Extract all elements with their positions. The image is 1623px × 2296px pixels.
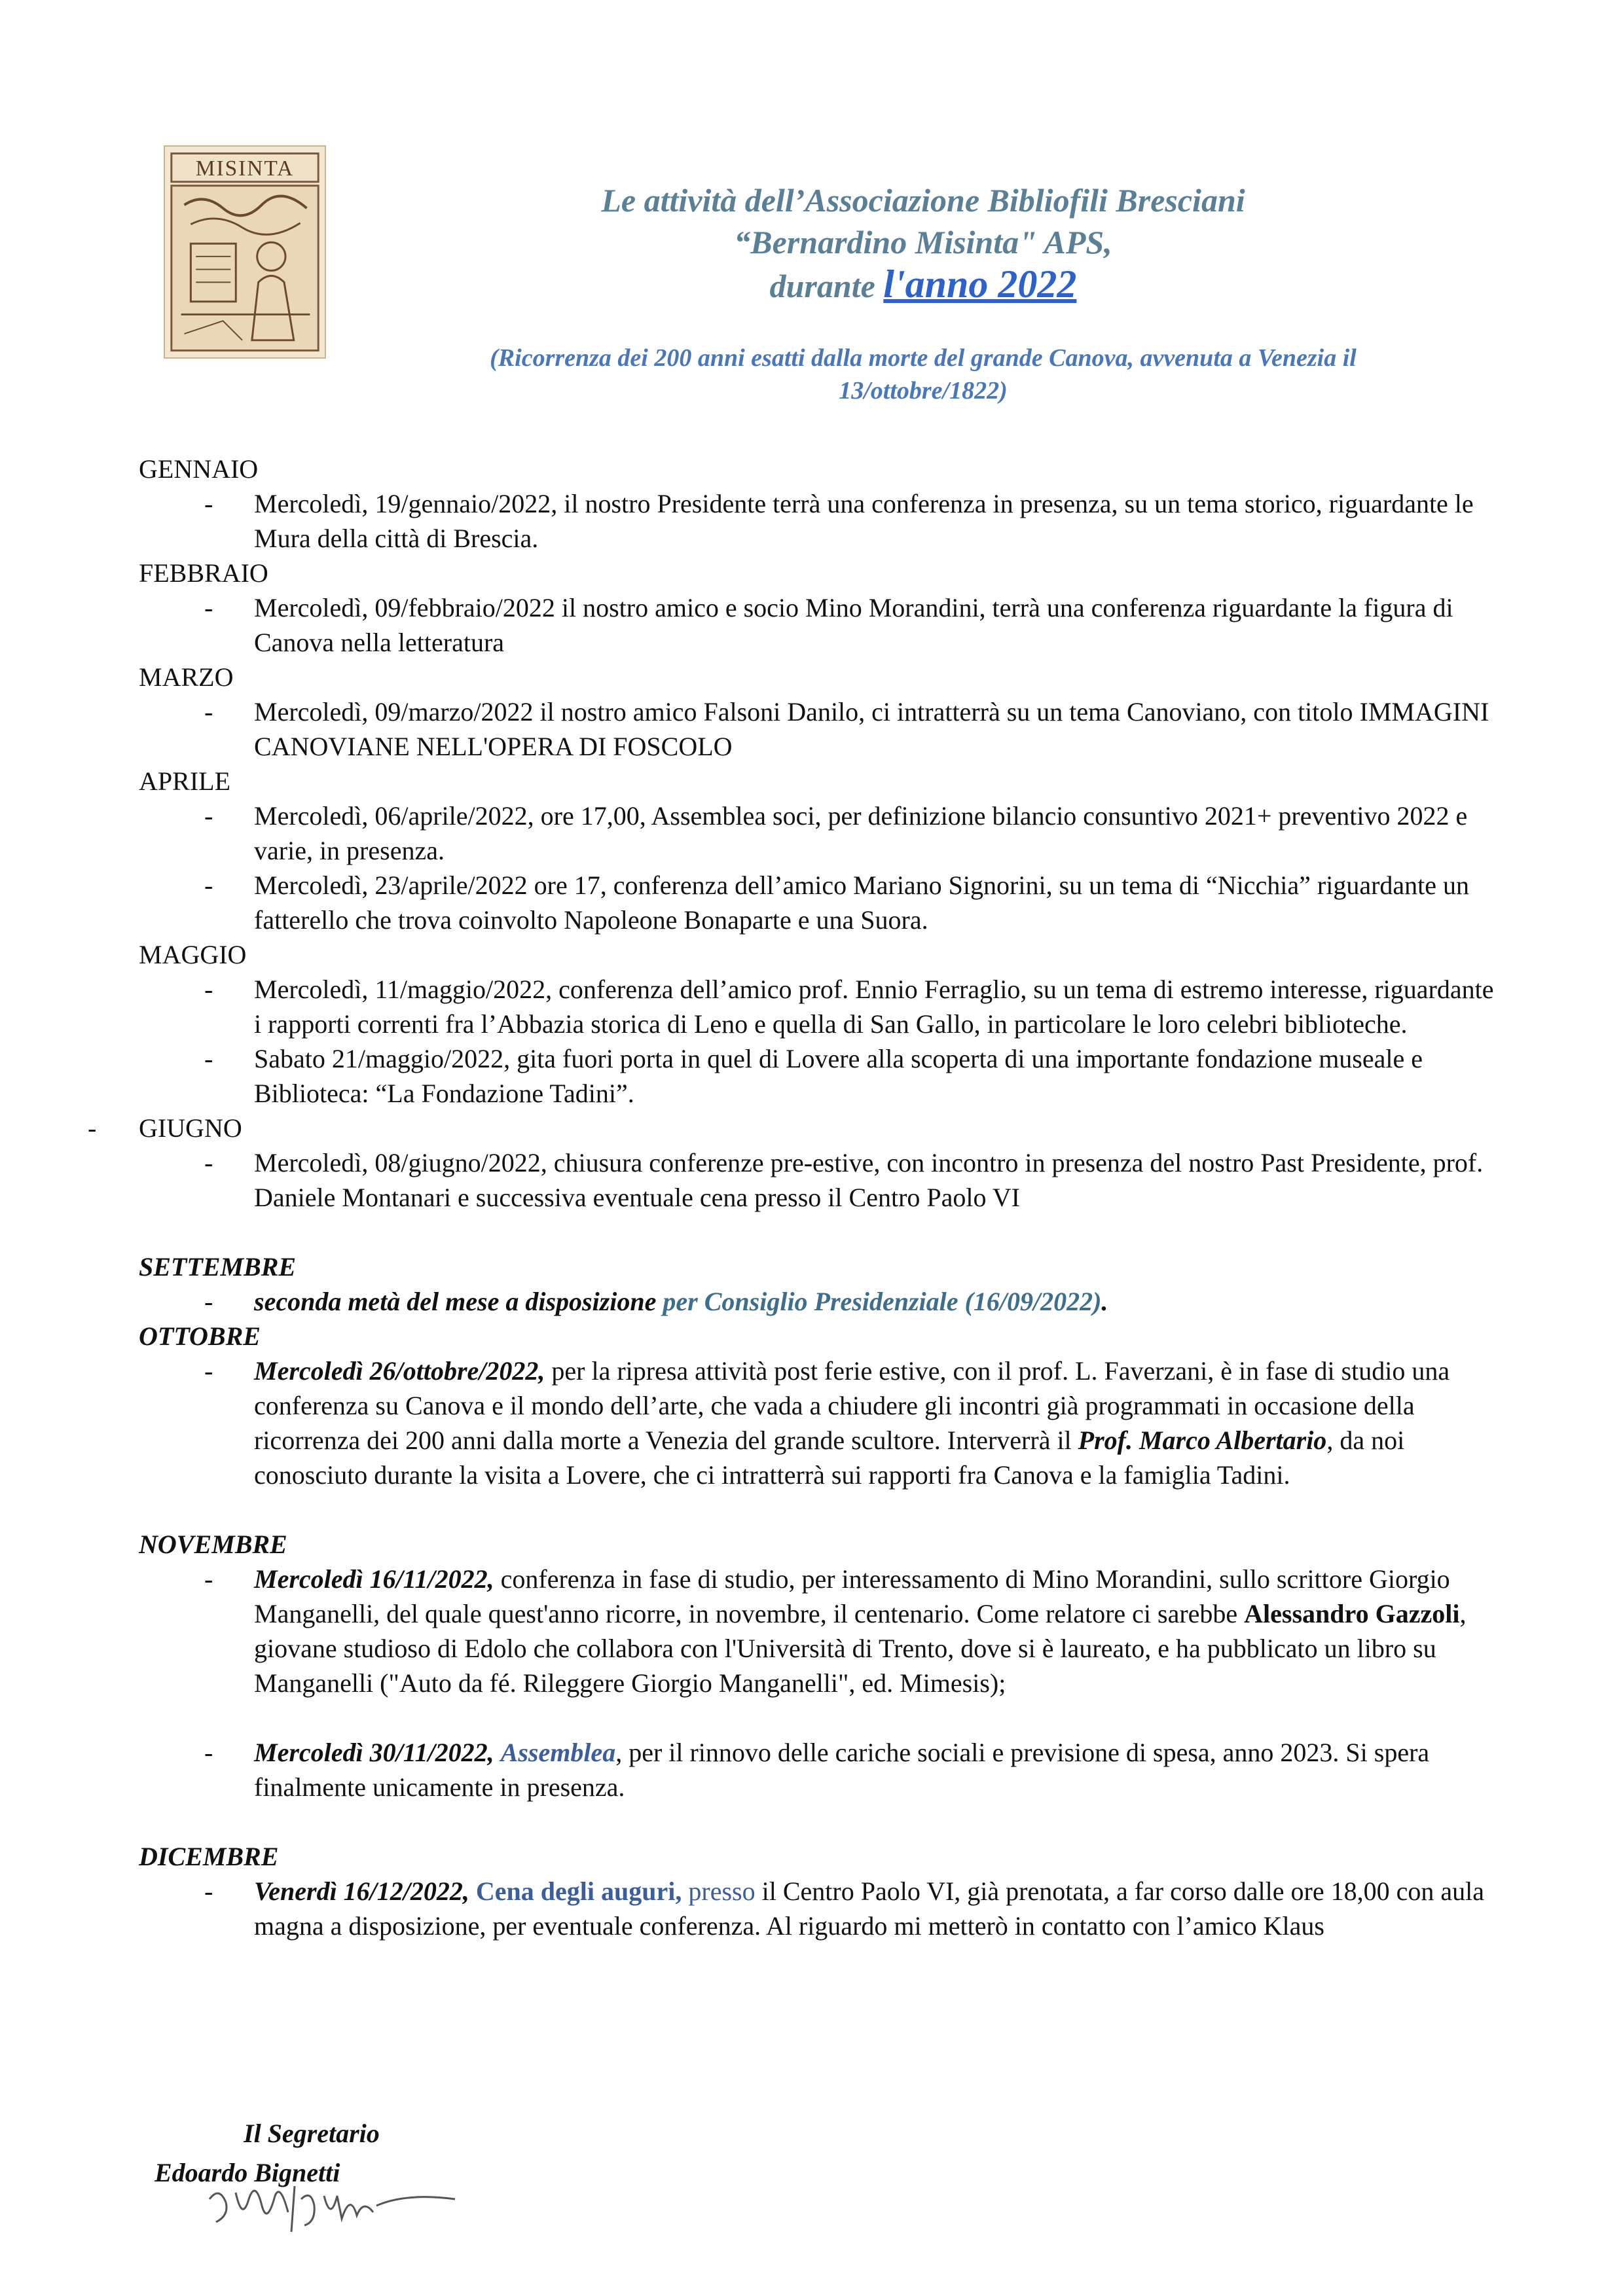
list-item bbox=[139, 486, 1501, 556]
item-text: Mercoledì, 06/aprile/2022, ore 17,00, Assemblea soci, per definizione bilancio consuntivo 2021+ preventivo 2022 e varie, in presenza. bbox=[254, 801, 1468, 865]
list-item bbox=[139, 1145, 1501, 1215]
signature-role: Il Segretario bbox=[244, 2119, 380, 2148]
month-heading-maggio: MAGGIO bbox=[139, 940, 247, 969]
item-speaker: Alessandro Gazzoli bbox=[1244, 1599, 1460, 1628]
list-dash: - bbox=[204, 1148, 213, 1177]
item-text: Mercoledì, 08/giugno/2022, chiusura conferenze pre-estive, con incontro in presenza del nostro Past Presidente, prof. Daniele Montanari e successiva eventuale cena presso il Centro Paolo VI bbox=[254, 1148, 1484, 1212]
month-heading-settembre: SETTEMBRE bbox=[139, 1252, 297, 1282]
header-year: l'anno 2022 bbox=[883, 262, 1077, 306]
item-date: Mercoledì 30/11/2022, bbox=[254, 1738, 494, 1767]
item-text-highlight: per Consiglio Presidenziale (16/09/2022) bbox=[656, 1287, 1102, 1316]
subtitle-line-1: (Ricorrenza dei 200 anni esatti dalla morte del grande Canova, avvenuta a Venezia il bbox=[490, 344, 1357, 372]
list-dash: - bbox=[88, 1113, 97, 1143]
misinta-logo bbox=[164, 145, 326, 359]
item-text: conferenza in fase di studio, per interessamento di Mino Morandini, sullo scrittore Giorgio Manganelli, del quale quest'anno ricorre, in novembre, il centenario. Come relatore ci sarebbe bbox=[254, 1564, 1450, 1628]
document-subtitle bbox=[367, 342, 1480, 407]
item-highlight: Assemblea bbox=[500, 1738, 616, 1767]
list-dash: - bbox=[204, 870, 213, 900]
month-name: GIUGNO bbox=[139, 1113, 242, 1143]
list-dash: - bbox=[204, 1564, 213, 1594]
item-text: Mercoledì, 23/aprile/2022 ore 17, conferenza dell’amico Mariano Signorini, su un tema di “Nicchia” riguardante un fatterello che trova coinvolto Napoleone Bonaparte e una Suora. bbox=[254, 870, 1470, 935]
list-item bbox=[139, 1874, 1501, 1943]
item-text: Mercoledì, 09/febbraio/2022 il nostro amico e socio Mino Morandini, terrà una conferenza riguardante la figura di Canova nella letteratura bbox=[254, 593, 1453, 657]
list-item bbox=[139, 972, 1501, 1041]
item-text: Mercoledì, 19/gennaio/2022, il nostro Presidente terrà una conferenza in presenza, su un tema storico, riguardante le Mura della città di Brescia. bbox=[254, 489, 1474, 553]
list-dash: - bbox=[204, 1876, 213, 1906]
list-dash: - bbox=[204, 489, 213, 518]
list-dash: - bbox=[204, 593, 213, 622]
item-text-emphasis: seconda metà del mese a disposizione bbox=[254, 1287, 657, 1316]
list-item bbox=[139, 1562, 1501, 1700]
item-text-highlight: presso bbox=[682, 1876, 756, 1906]
header-line-3-prefix: durante bbox=[769, 268, 884, 304]
list-dash: - bbox=[204, 1044, 213, 1073]
item-text: . bbox=[1101, 1287, 1108, 1316]
svg-text:MISINTA: MISINTA bbox=[195, 156, 295, 181]
item-text: Mercoledì, 09/marzo/2022 il nostro amico Falsoni Danilo, ci intratterrà su un tema Canoviano, con titolo IMMAGINI CANOVIANE NELL'OPERA DI FOSCOLO bbox=[254, 697, 1489, 761]
month-heading-aprile: APRILE bbox=[139, 766, 230, 796]
month-heading-febbraio: FEBBRAIO bbox=[139, 558, 268, 588]
list-item bbox=[139, 868, 1501, 937]
month-heading-marzo: MARZO bbox=[139, 662, 234, 692]
item-text: per la ripresa attività post ferie estive, con il prof. L. Faverzani, è in fase di studio una conferenza su Canova e il mondo dell’arte, che vada a chiudere gli incontri già programmati in occasione della ricorrenza dei 200 anni dalla morte a Venezia del grande scultore. Interverrà il bbox=[254, 1356, 1450, 1455]
item-text: , giovane studioso di Edolo che collabora con l'Università di Trento, dove si è laureato, e ha pubblicato un libro su Manganelli ("Auto da fé. Rileggere Giorgio Manganelli", ed. Mimesis); bbox=[254, 1599, 1467, 1698]
header-line-1: Le attività dell’Associazione Bibliofili Bresciani bbox=[601, 182, 1245, 219]
month-heading-novembre: NOVEMBRE bbox=[139, 1530, 287, 1559]
item-date: Venerdì 16/12/2022, bbox=[254, 1876, 469, 1906]
list-dash: - bbox=[204, 1287, 213, 1316]
list-item bbox=[139, 1735, 1501, 1804]
item-date: Mercoledì 16/11/2022, bbox=[254, 1564, 494, 1594]
month-heading-gennaio: GENNAIO bbox=[139, 454, 259, 484]
month-heading-dicembre: DICEMBRE bbox=[139, 1842, 279, 1871]
activity-list bbox=[88, 452, 1501, 1943]
item-text: , per il rinnovo delle cariche sociali e previsione di spesa, anno 2023. Si spera finalmente unicamente in presenza. bbox=[254, 1738, 1430, 1802]
item-text: , da noi conosciuto durante la visita a Lovere, che ci intratterrà sui rapporti fra Canova e la famiglia Tadini. bbox=[254, 1426, 1405, 1490]
document-header bbox=[367, 179, 1480, 307]
item-text: il Centro Paolo VI, già prenotata, a far corso dalle ore 18,00 con aula magna a disposizione, per eventuale conferenza. Al riguardo mi metterò in contatto con l’amico Klaus bbox=[254, 1876, 1484, 1941]
list-dash: - bbox=[204, 801, 213, 831]
item-date: Mercoledì 26/ottobre/2022, bbox=[254, 1356, 545, 1386]
list-dash: - bbox=[204, 975, 213, 1004]
header-line-3 bbox=[367, 263, 1480, 307]
header-line-2: “Bernardino Misinta" APS, bbox=[734, 224, 1112, 260]
list-dash: - bbox=[204, 1738, 213, 1767]
item-speaker: Prof. Marco Albertario bbox=[1078, 1426, 1327, 1455]
handwritten-signature bbox=[196, 2160, 458, 2251]
list-item bbox=[139, 694, 1501, 764]
item-text: Mercoledì, 11/maggio/2022, conferenza dell’amico prof. Ennio Ferraglio, su un tema di estremo interesse, riguardante i rapporti correnti fra l’Abbazia storica di Leno e quella di San Gallo, in particolare le loro celebri biblioteche. bbox=[254, 975, 1494, 1039]
list-item bbox=[139, 590, 1501, 660]
list-dash: - bbox=[204, 1356, 213, 1386]
signature-name: Edoardo Bignetti bbox=[155, 2158, 340, 2187]
item-text: Sabato 21/maggio/2022, gita fuori porta in quel di Lovere alla scoperta di una importante fondazione museale e Biblioteca: “La Fondazione Tadini”. bbox=[254, 1044, 1423, 1108]
month-heading-giugno bbox=[88, 1111, 1501, 1145]
list-item bbox=[139, 798, 1501, 868]
month-heading-ottobre: OTTOBRE bbox=[139, 1321, 261, 1351]
list-dash: - bbox=[204, 697, 213, 726]
subtitle-line-2: 13/ottobre/1822) bbox=[839, 377, 1008, 404]
woodcut-illustration bbox=[165, 147, 325, 357]
list-item bbox=[139, 1284, 1501, 1319]
list-item bbox=[139, 1354, 1501, 1492]
item-highlight: Cena degli auguri, bbox=[475, 1876, 682, 1906]
list-item bbox=[139, 1041, 1501, 1111]
